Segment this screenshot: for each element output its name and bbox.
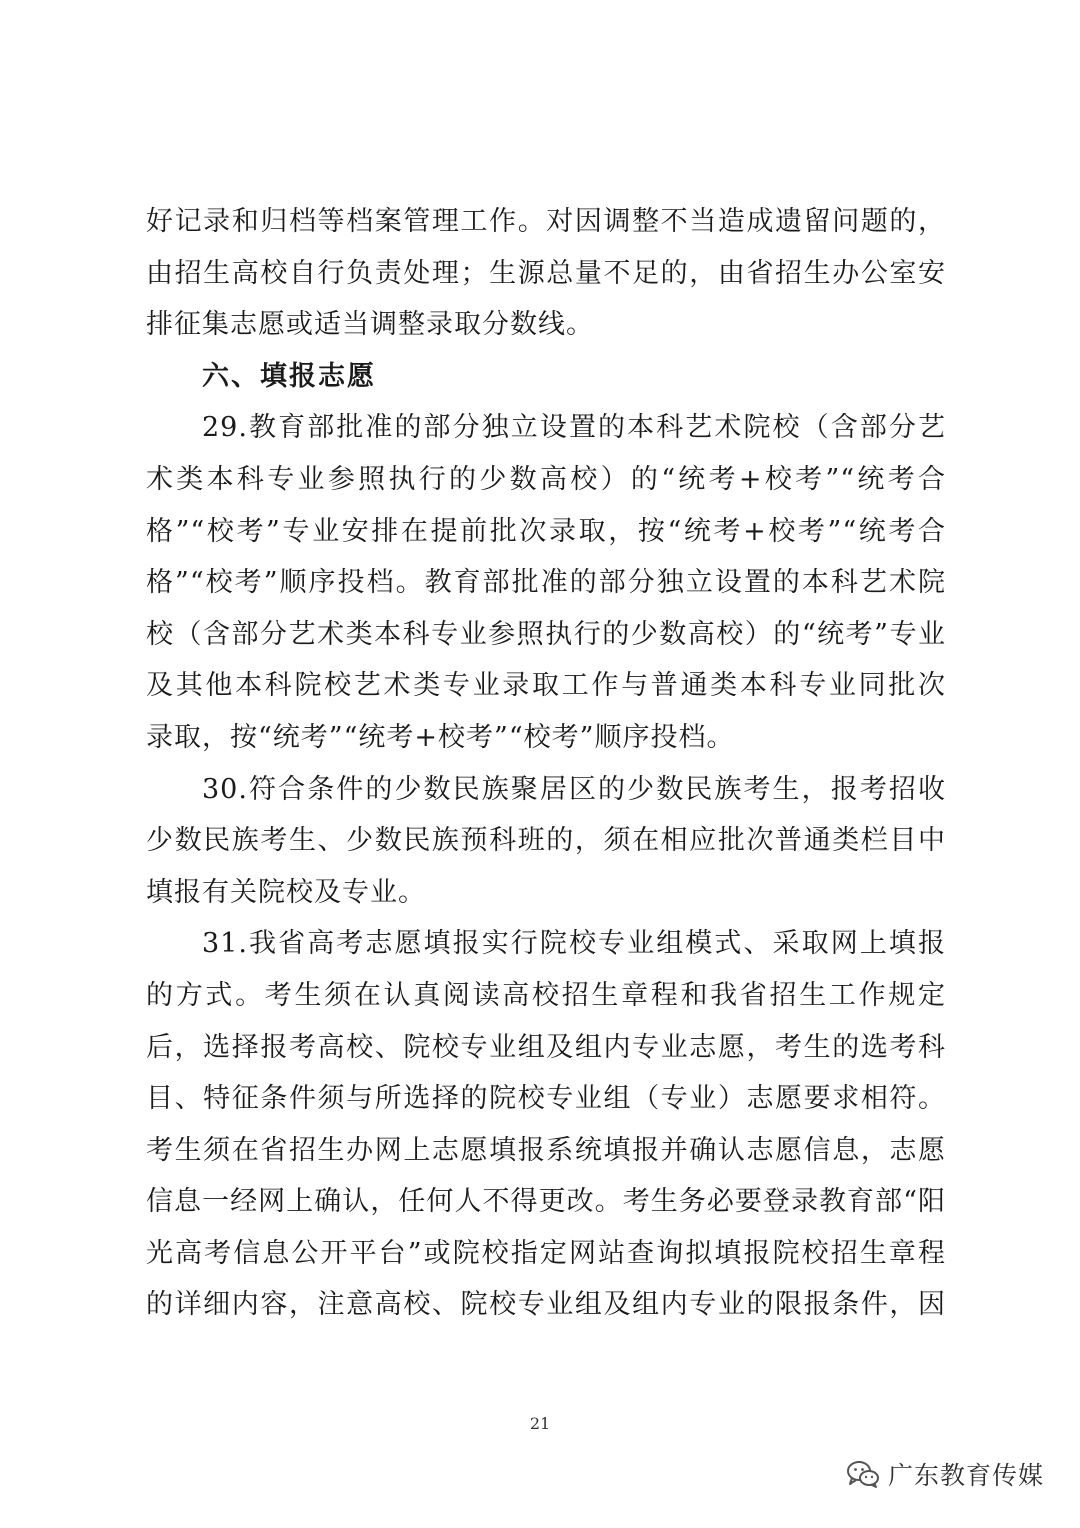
page-number: 21 [529,1414,551,1433]
text-line: 后，选择报考高校、院校专业组及组内专业志愿，考生的选考科 [146,1031,946,1063]
body-text [146,196,946,1331]
text-line: 30.符合条件的少数民族聚居区的少数民族考生，报考招收 [202,773,946,805]
text-line: 格”“校考”顺序投档。教育部批准的部分独立设置的本科艺术院 [146,567,946,599]
text-line: 及其他本科院校艺术类专业录取工作与普通类本科专业同批次 [146,670,946,702]
text-line: 31.我省高考志愿填报实行院校专业组模式、采取网上填报 [202,928,946,960]
text-line: 29.教育部批准的部分独立设置的本科艺术院校（含部分艺 [202,412,946,444]
watermark-text: 广东教育传媒 [887,1461,1044,1490]
text-line: 少数民族考生、少数民族预科班的，须在相应批次普通类栏目中 [146,825,946,857]
text-line: 考生须在省招生办网上志愿填报系统填报并确认志愿信息，志愿 [146,1134,946,1166]
text-line: 校（含部分艺术类本科专业参照执行的少数高校）的“统考”专业 [146,618,946,650]
text-line: 填报有关院校及专业。 [146,876,426,908]
text-line: 格”“校考”专业安排在提前批次录取，按“统考+校考”“统考合 [146,515,946,547]
text-line: 的方式。考生须在认真阅读高校招生章程和我省招生工作规定 [146,979,946,1011]
text-line: 录取，按“统考”“统考+校考”“校考”顺序投档。 [146,721,735,753]
watermark [846,1456,1044,1492]
text-line: 排征集志愿或适当调整录取分数线。 [146,309,594,341]
text-line: 由招生高校自行负责处理；生源总量不足的，由省招生办公室安 [146,257,946,289]
text-line: 好记录和归档等档案管理工作。对因调整不当造成遗留问题的， [146,206,946,237]
text-line: 术类本科专业参照执行的少数高校）的“统考+校考”“统考合 [146,463,946,495]
text-line: 光高考信息公开平台”或院校指定网站查询拟填报院校招生章程 [146,1237,946,1269]
wechat-icon [846,1459,880,1489]
text-line: 信息一经网上确认，任何人不得更改。考生务必要登录教育部“阳 [146,1186,946,1218]
text-line: 目、特征条件须与所选择的院校专业组（专业）志愿要求相符。 [146,1083,946,1115]
text-line: 的详细内容，注意高校、院校专业组及组内专业的限报条件，因 [146,1289,946,1321]
section-heading: 六、填报志愿 [202,360,376,392]
